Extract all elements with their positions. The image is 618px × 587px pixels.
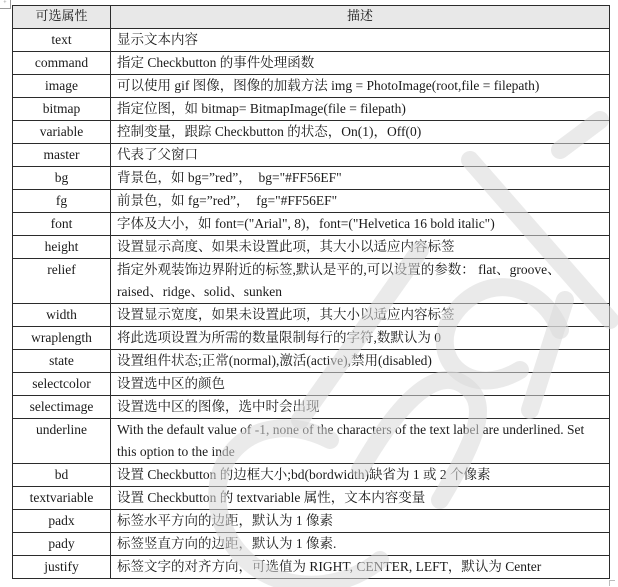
description-cell: 指定 Checkbutton 的事件处理函数 bbox=[111, 52, 610, 75]
table-row bbox=[13, 327, 610, 350]
table-row bbox=[13, 144, 610, 167]
checkbutton-properties-table bbox=[12, 5, 610, 579]
table-row bbox=[13, 419, 610, 464]
property-cell: selectcolor bbox=[13, 373, 111, 396]
description-cell: 设置组件状态;正常(normal),激活(active),禁用(disabled) bbox=[111, 350, 610, 373]
property-cell: bd bbox=[13, 464, 111, 487]
description-cell: 标签文字的对齐方向，可选值为 RIGHT, CENTER, LEFT，默认为 Center bbox=[111, 556, 610, 579]
property-cell: justify bbox=[13, 556, 111, 579]
table-row bbox=[13, 533, 610, 556]
property-cell: variable bbox=[13, 121, 111, 144]
document-corner-marker-end bbox=[609, 580, 615, 586]
property-cell: height bbox=[13, 236, 111, 259]
table-row bbox=[13, 236, 610, 259]
description-cell: 代表了父窗口 bbox=[111, 144, 610, 167]
description-cell: 设置显示高度、如果未设置此项，其大小以适应内容标签 bbox=[111, 236, 610, 259]
property-cell: command bbox=[13, 52, 111, 75]
table-row bbox=[13, 304, 610, 327]
table-row bbox=[13, 98, 610, 121]
property-cell: bitmap bbox=[13, 98, 111, 121]
table-row bbox=[13, 510, 610, 533]
table-row bbox=[13, 396, 610, 419]
property-cell: underline bbox=[13, 419, 111, 464]
description-cell: 标签水平方向的边距，默认为 1 像素 bbox=[111, 510, 610, 533]
property-cell: image bbox=[13, 75, 111, 98]
table-row bbox=[13, 190, 610, 213]
description-cell: 背景色，如 bg=”red”， bg="#FF56EF" bbox=[111, 167, 610, 190]
table-row bbox=[13, 167, 610, 190]
table-row bbox=[13, 259, 610, 304]
description-cell: 将此选项设置为所需的数量限制每行的字符,数默认为 0 bbox=[111, 327, 610, 350]
description-cell: 设置 Checkbutton 的 textvariable 属性，文本内容变量 bbox=[111, 487, 610, 510]
document-corner-marker: + bbox=[0, 0, 11, 9]
table-row bbox=[13, 487, 610, 510]
description-cell: With the default value of -1, none of the characters of the text label are underlined. Set this option to the inde bbox=[111, 419, 610, 464]
property-cell: fg bbox=[13, 190, 111, 213]
table-row bbox=[13, 373, 610, 396]
description-cell: 设置选中区的图像，选中时会出现 bbox=[111, 396, 610, 419]
property-cell: selectimage bbox=[13, 396, 111, 419]
property-cell: state bbox=[13, 350, 111, 373]
description-cell: 显示文本内容 bbox=[111, 29, 610, 52]
table-row bbox=[13, 556, 610, 579]
property-cell: width bbox=[13, 304, 111, 327]
description-cell: 设置 Checkbutton 的边框大小;bd(bordwidth)缺省为 1 或 2 个像素 bbox=[111, 464, 610, 487]
description-cell: 设置显示宽度，如果未设置此项，其大小以适应内容标签 bbox=[111, 304, 610, 327]
table-row bbox=[13, 29, 610, 52]
property-cell: wraplength bbox=[13, 327, 111, 350]
header-description: 描述 bbox=[111, 6, 610, 29]
header-property: 可选属性 bbox=[13, 6, 111, 29]
property-cell: pady bbox=[13, 533, 111, 556]
description-cell: 控制变量，跟踪 Checkbutton 的状态，On(1)，Off(0) bbox=[111, 121, 610, 144]
description-cell: 可以使用 gif 图像，图像的加载方法 img = PhotoImage(root,file = filepath) bbox=[111, 75, 610, 98]
table-header-row bbox=[13, 6, 610, 29]
description-cell: 设置选中区的颜色 bbox=[111, 373, 610, 396]
property-cell: padx bbox=[13, 510, 111, 533]
property-cell: bg bbox=[13, 167, 111, 190]
description-cell: 指定外观装饰边界附近的标签,默认是平的,可以设置的参数： flat、groove、raised、ridge、solid、sunken bbox=[111, 259, 610, 304]
description-cell: 标签竖直方向的边距，默认为 1 像素. bbox=[111, 533, 610, 556]
description-cell: 字体及大小，如 font=("Arial", 8)，font=("Helvetica 16 bold italic") bbox=[111, 213, 610, 236]
property-cell: font bbox=[13, 213, 111, 236]
table-row bbox=[13, 213, 610, 236]
description-cell: 指定位图，如 bitmap= BitmapImage(file = filepath) bbox=[111, 98, 610, 121]
table-row bbox=[13, 75, 610, 98]
property-cell: textvariable bbox=[13, 487, 111, 510]
table-row bbox=[13, 350, 610, 373]
property-cell: text bbox=[13, 29, 111, 52]
property-cell: master bbox=[13, 144, 111, 167]
description-cell: 前景色，如 fg=”red”， fg="#FF56EF" bbox=[111, 190, 610, 213]
table-row bbox=[13, 464, 610, 487]
table-row bbox=[13, 52, 610, 75]
table-row bbox=[13, 121, 610, 144]
property-cell: relief bbox=[13, 259, 111, 304]
